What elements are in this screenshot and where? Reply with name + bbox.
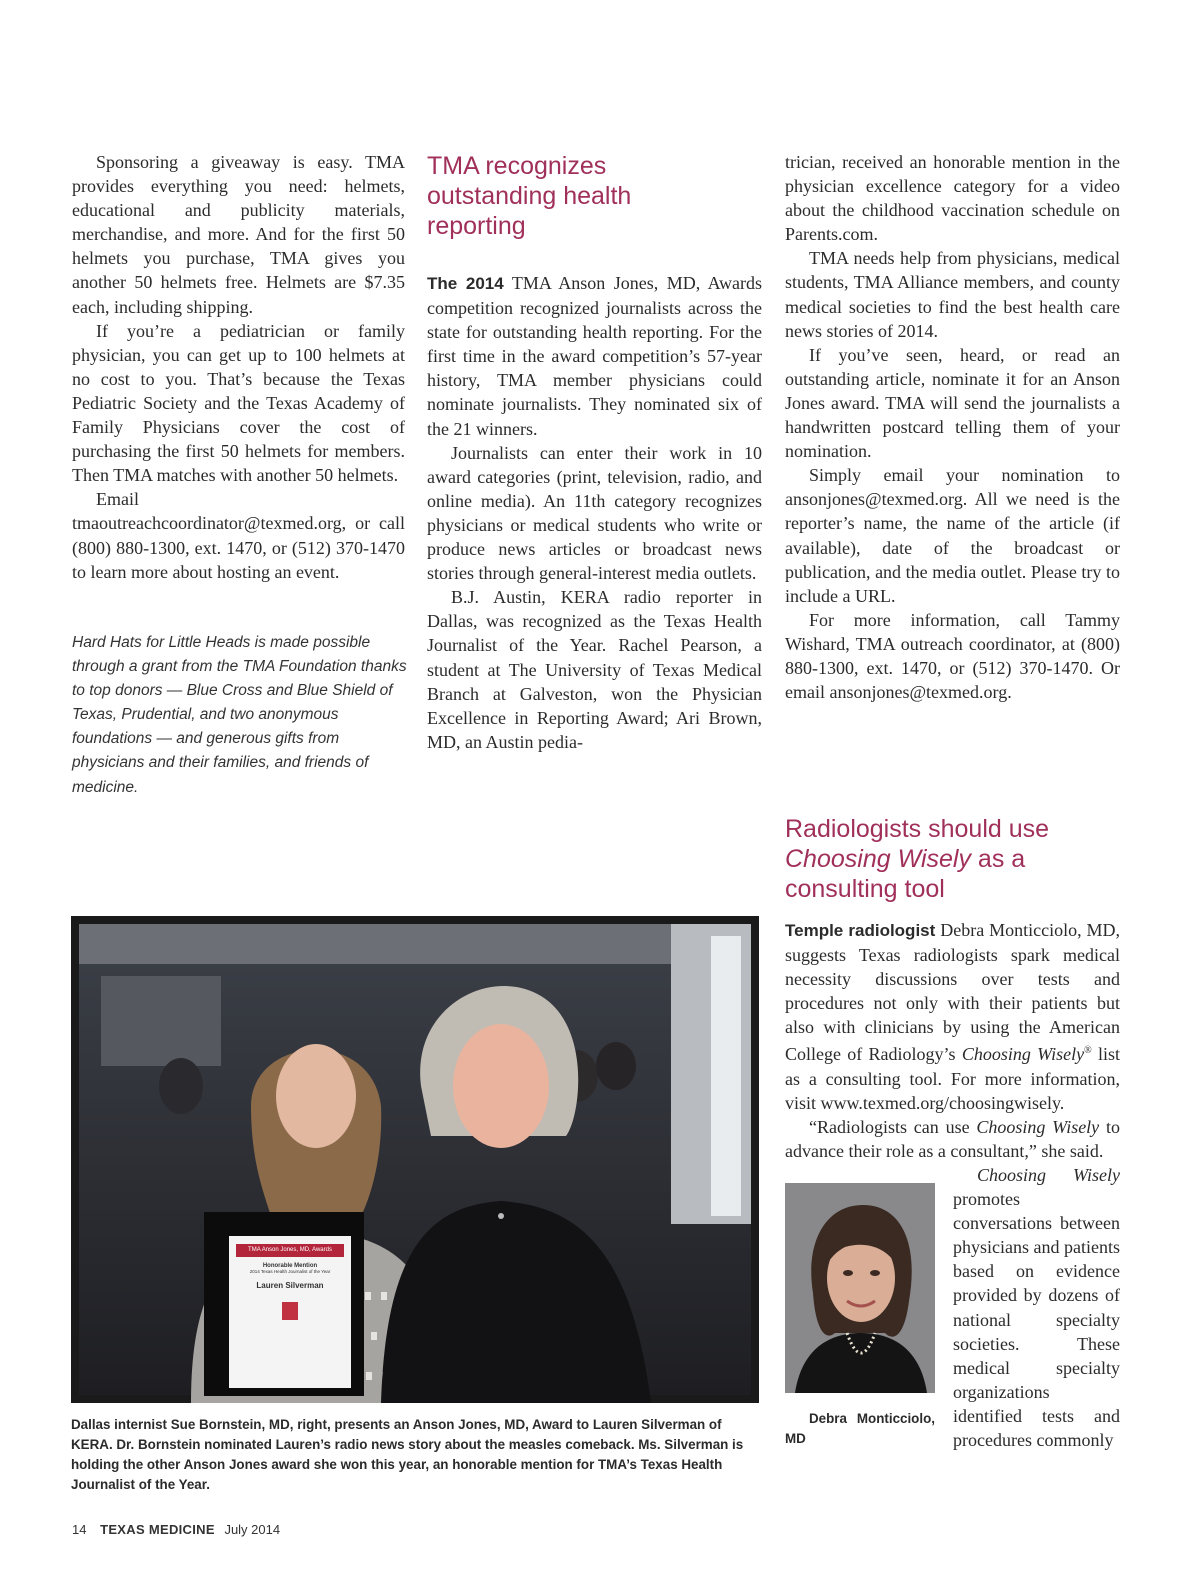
radiology-article	[785, 814, 1120, 1452]
award-plaque	[236, 1244, 344, 1320]
paragraph: Journalists can enter their work in 10 award categories (print, television, radio, and online media). An 11th category recognizes physicians or medical students who write or produce news articles or broadcast news stories through general-interest media outlets.	[427, 442, 762, 584]
paragraph: “Radiologists can use Choosing Wisely to advance their role as a consultant,” she said.	[785, 1116, 1120, 1161]
paragraph: Choosing Wisely promotes conversations between physicians and patients based on evidence provided by dozens of national specialty societies. These medical specialty organizations identified tests and procedures commonly	[953, 1164, 1120, 1450]
sponsor-note	[72, 631, 407, 800]
paragraph: B.J. Austin, KERA radio reporter in Dallas, was recognized as the Texas Health Journalist of the Year. Rachel Pearson, a student at The University of Texas Medical Branch at Galveston, won the Physician Excellence in Reporting Award; Ari Brown, MD, an Austin pedia-	[427, 587, 762, 752]
award-photo	[71, 916, 759, 1403]
lead-in: The 2014	[427, 274, 504, 293]
issue-date: July 2014	[224, 1522, 281, 1537]
headline-anson-jones: TMA recognizes outstanding health reporting	[427, 152, 632, 240]
column-1	[72, 150, 405, 584]
lead-in: Temple radiologist	[785, 921, 936, 940]
plaque-line2: 2014 Texas Health Journalist of the Year	[249, 1269, 331, 1274]
magazine-name: TEXAS MEDICINE	[100, 1522, 215, 1537]
photo-caption	[71, 1415, 761, 1495]
paragraph: For more information, call Tammy Wishard, TMA outreach coordinator, at (800) 880-1300, ext. 1470, or (512) 370-1470. Or email ansonjones@texmed.org.	[785, 609, 1120, 703]
plaque-name: Lauren Silverman	[256, 1281, 324, 1290]
portrait-float	[785, 1183, 935, 1449]
paragraph: Sponsoring a giveaway is easy. TMA provides everything you need: helmets, educational and publicity materials, merchandise, and more. And for the first 50 helmets you purchase, TMA gives you another 50 helmets free. Helmets are $7.35 each, including shipping.	[72, 152, 405, 317]
page-number: 14	[72, 1522, 87, 1537]
paragraph: Email tmaoutreachcoordinator@texmed.org, or call (800) 880-1300, ext. 1470, or (512) 370-1470 to learn more about hosting an event.	[72, 489, 405, 582]
portrait-caption: Debra Monticciolo, MD	[785, 1411, 935, 1447]
plaque-title: TMA Anson Jones, MD, Awards	[236, 1244, 344, 1257]
plaque-line1: Honorable Mention	[262, 1263, 318, 1269]
paragraph: Simply email your nomination to ansonjones@texmed.org. All we need is the reporter’s name, the name of the article (if available), date of the broadcast or publication, and the media outlet. Please try to include a URL.	[785, 465, 1120, 606]
portrait-photo	[785, 1183, 935, 1393]
award-photo-image	[71, 916, 759, 1403]
photo-caption-text: Dallas internist Sue Bornstein, MD, right, presents an Anson Jones, MD, Award to Lauren Silverman of KERA. Dr. Bornstein nominated Lauren’s radio news story about the measles comeback. Ms. Silverman is holding the other Anson Jones award she won this year, an honorable mention for TMA’s Texas Health Journalist of the Year.	[71, 1417, 744, 1492]
column-2	[427, 151, 762, 754]
plaque-logo	[282, 1302, 298, 1320]
paragraph: trician, received an honorable mention in the physician excellence category for a video about the childhood vaccination schedule on Parents.com.	[785, 152, 1120, 245]
column-3	[785, 150, 1120, 704]
paragraph: Temple radiologist Debra Monticciolo, MD, suggests Texas radiologists spark medical necessity discussions over tests and procedures not only with their patients but also with clinicians by using the American College of Radiology’s Choosing Wisely® list as a consulting tool. For more information, visit www.texmed.org/choosingwisely.	[785, 920, 1121, 1113]
paragraph: TMA needs help from physicians, medical students, TMA Alliance members, and county medical societies to find the best health care news stories of 2014.	[785, 248, 1120, 341]
headline-radiologists: Radiologists should use Choosing Wisely as a consulting tool	[785, 815, 1050, 903]
page-footer	[72, 1522, 280, 1537]
paragraph: If you’ve seen, heard, or read an outstanding article, nominate it for an Anson Jones award. TMA will send the journalists a handwritten postcard telling them of your nomination.	[785, 344, 1120, 462]
sponsor-note-text: Hard Hats for Little Heads is made possible through a grant from the TMA Foundation thanks to top donors — Blue Cross and Blue Shield of Texas, Prudential, and two anonymous foundations — and generous gifts from physicians and their families, and friends of medicine.	[72, 634, 407, 796]
paragraph: If you’re a pediatrician or family physician, you can get up to 100 helmets at no cost to you. That’s because the Texas Pediatric Society and the Texas Academy of Family Physicians cover the cost of purchasing the first 50 helmets for members. Then TMA matches with another 50 helmets.	[72, 320, 405, 486]
paragraph: The 2014 TMA Anson Jones, MD, Awards competition recognized journalists across the state for outstanding health reporting. For the first time in the award competition’s 57-year history, TMA member physicians could nominate journalists. They nominated six of the 21 winners.	[427, 273, 762, 439]
